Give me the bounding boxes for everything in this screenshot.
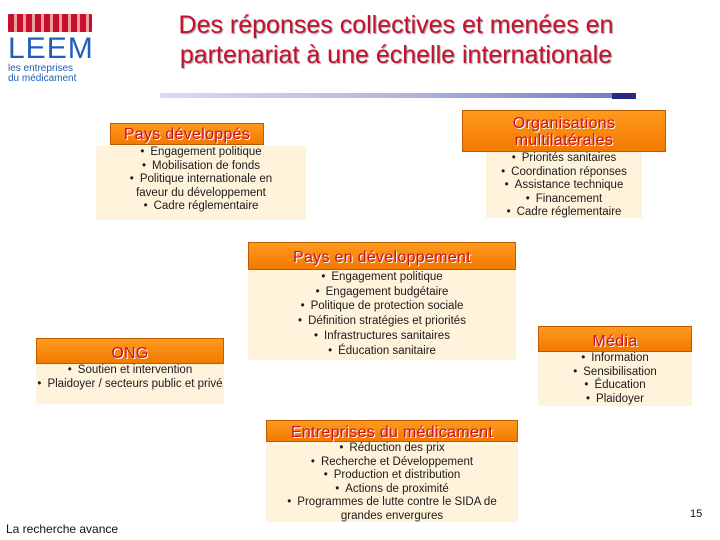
box-developed-body [96,146,306,220]
leem-logo [8,14,92,90]
list-item: • Engagement politique [248,270,516,285]
box-ngo-body [36,364,224,404]
box-companies-title: Entreprises du médicament [290,424,494,441]
box-developed-header [110,123,264,145]
list-item: • Cadre réglementaire [96,200,306,214]
list-item: • Éducation sanitaire [248,344,516,359]
box-media-body [538,352,692,406]
box-media-title: Média [592,333,638,350]
list-item: • Mobilisation de fonds [96,160,306,174]
list-item: • Définition stratégies et priorités [248,314,516,329]
box-developing-list [248,270,516,358]
box-multilateral-list [486,152,642,220]
list-item: • Recherche et Développement [266,456,518,470]
list-item: • Coordination réponses [486,166,642,180]
logo-pattern [8,14,92,32]
box-media-list [538,352,692,406]
list-item: • Plaidoyer / secteurs public et privé [36,378,224,392]
title-line-1: Des réponses collectives et menées en [178,11,614,39]
page-number: 15 [690,508,703,520]
footer-slogan: La recherche avance [6,522,119,536]
box-developing-body [248,270,516,360]
list-item: • Politique internationale en faveur du développement [96,173,306,200]
title-underline [160,93,636,98]
box-developed-list [96,146,306,214]
list-item: • Information [538,352,692,366]
list-item: • Infrastructures sanitaires [248,329,516,344]
list-item: • Sensibilisation [538,366,692,380]
list-item: • Réduction des prix [266,442,518,456]
list-item: • Priorités sanitaires [486,152,642,166]
logo-name: LEEM [8,32,94,65]
list-item: • Assistance technique [486,179,642,193]
logo-subtitle-1: les entreprises [8,63,74,74]
list-item: • Programmes de lutte contre le SIDA de grandes envergures [266,496,518,523]
box-multilateral-body [486,152,642,218]
box-media-header [538,326,692,352]
box-ngo-title: ONG [111,345,149,362]
list-item: • Politique de protection sociale [248,299,516,314]
box-developing-header [248,242,516,270]
box-multilateral-title: Organisations multilatérales [512,115,616,149]
box-multilateral-header [462,110,666,152]
list-item: • Plaidoyer [538,393,692,407]
box-ngo-list [36,364,224,391]
list-item: • Éducation [538,379,692,393]
page-title [116,10,676,70]
list-item: • Actions de proximité [266,483,518,497]
list-item: • Engagement politique [96,146,306,160]
title-underline-end [612,93,636,99]
box-companies-body [266,442,518,522]
list-item: • Production et distribution [266,469,518,483]
box-ngo-header [36,338,224,364]
box-developed-title: Pays développés [123,126,251,143]
title-line-2: partenariat à une échelle internationale [179,41,613,69]
logo-subtitle-2: du médicament [8,73,77,84]
list-item: • Soutien et intervention [36,364,224,378]
list-item: • Engagement budgétaire [248,285,516,300]
list-item: • Cadre réglementaire [486,206,642,220]
box-developing-title: Pays en développement [293,249,471,266]
box-companies-header [266,420,518,442]
box-companies-list [266,442,518,523]
list-item: • Financement [486,193,642,207]
